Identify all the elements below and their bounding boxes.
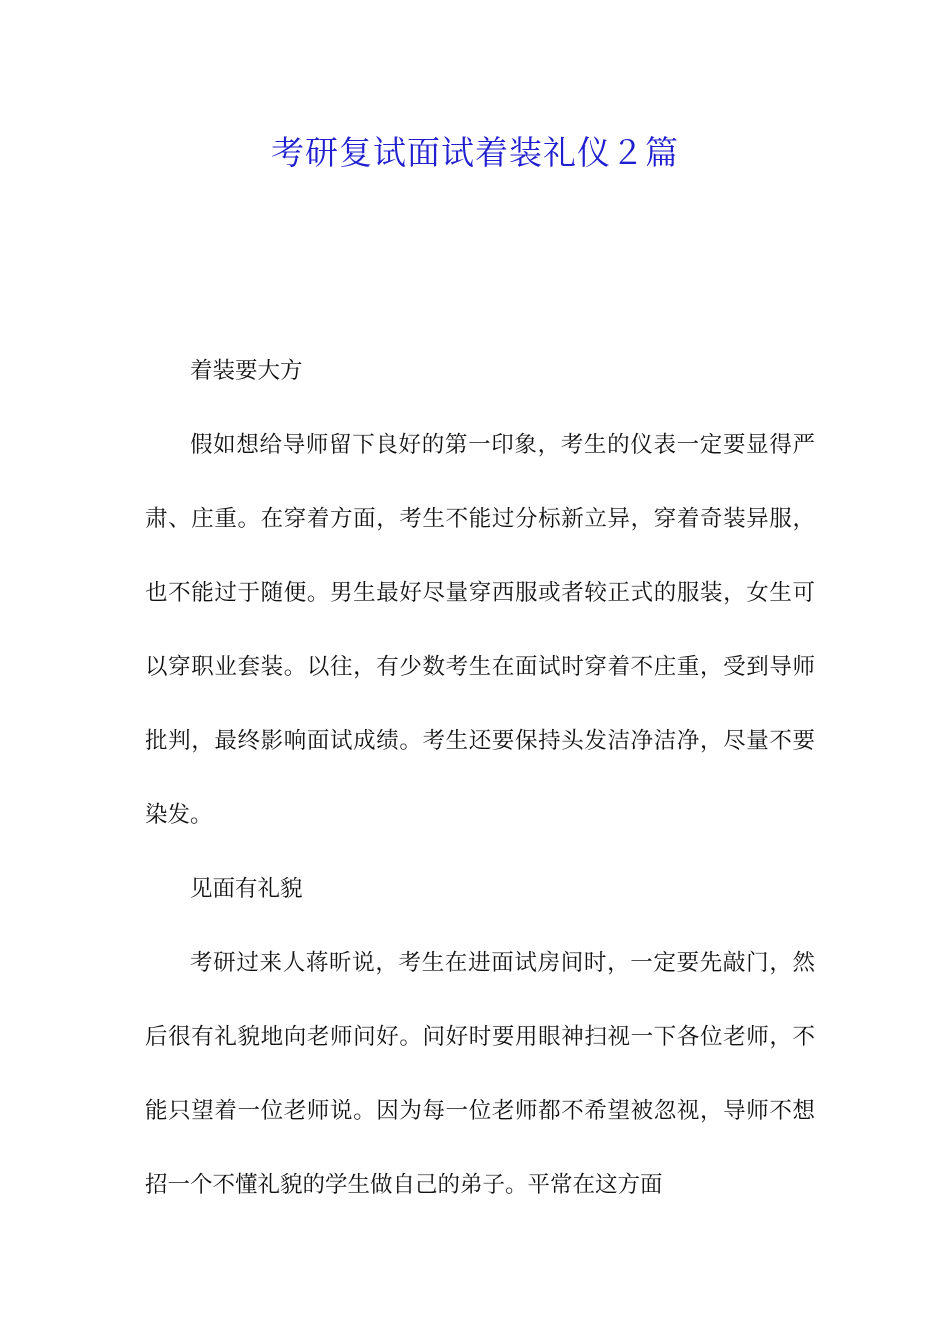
section-heading-attire: 着装要大方 xyxy=(190,358,303,384)
document-body xyxy=(145,334,815,1222)
document-title: 考研复试面试着装礼仪２篇 xyxy=(271,133,679,172)
paragraph-attire: 假如想给导师留下良好的第一印象，考生的仪表一定要显得严肃、庄重。在穿着方面，考生不能过分标新立异，穿着奇装异服，也不能过于随便。男生最好尽量穿西服或者较正式的服装，女生可以穿职业套装。以往，有少数考生在面试时穿着不庄重，受到导师批判，最终影响面试成绩。考生还要保持头发洁净洁净，尽量不要染发。 xyxy=(145,432,815,828)
section-heading-manners: 见面有礼貌 xyxy=(190,876,303,902)
paragraph-manners: 考研过来人蒋昕说，考生在进面试房间时，一定要先敲门，然后很有礼貌地向老师问好。问好时要用眼神扫视一下各位老师，不能只望着一位老师说。因为每一位老师都不希望被忽视，导师不想招一个不懂礼貌的学生做自己的弟子。平常在这方面 xyxy=(145,950,815,1198)
